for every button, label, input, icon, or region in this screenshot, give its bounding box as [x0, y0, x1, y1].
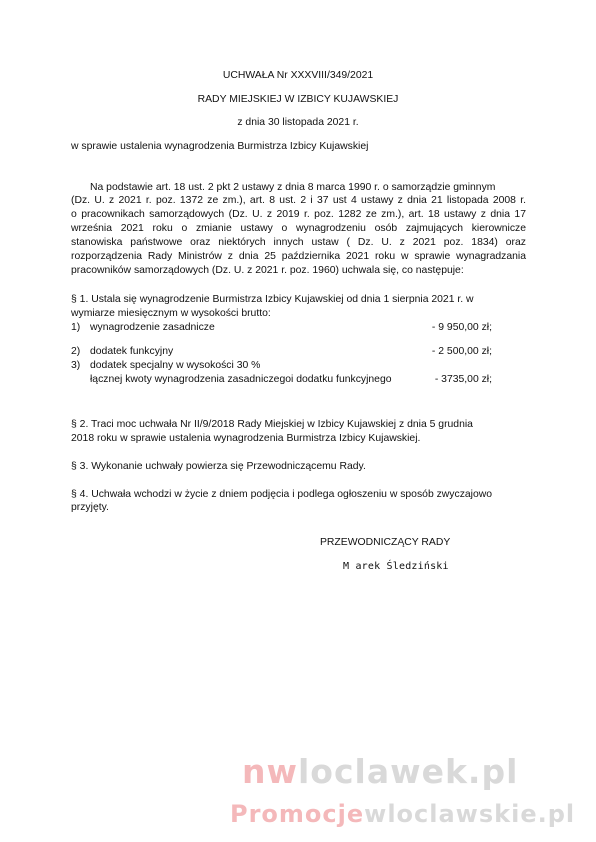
par2-line: § 2. Traci moc uchwała Nr II/9/2018 Rady Miejskiej w Izbicy Kujawskiej z dnia 5 grudnia	[71, 419, 473, 430]
par3-line: § 3. Wykonanie uchwały powierza się Przewodniczącemu Rady.	[71, 461, 366, 472]
watermark-part: nw	[242, 752, 298, 791]
preamble-line: Na podstawie art. 18 ust. 2 pkt 2 ustawy z dnia 8 marca 1990 r. o samorządzie gminnym	[90, 182, 496, 193]
par1-line: wymiarze miesięcznym w wysokości brutto:	[71, 308, 271, 319]
preamble-line: pracowników samorządowych (Dz. U. z 2021 r. poz. 1960) uchwala się, co następuje:	[71, 265, 464, 276]
item-label: łącznej kwoty wynagrodzenia zasadniczegoi dodatku funkcyjnego	[90, 374, 392, 385]
resolution-number: UCHWAŁA Nr XXXVIII/349/2021	[222, 70, 374, 81]
item-amount: - 9 950,00 zł;	[431, 322, 492, 333]
watermark-part: Promocje	[230, 800, 365, 828]
resolution-subject: w sprawie ustalenia wynagrodzenia Burmistrza Izbicy Kujawskiej	[71, 141, 369, 152]
item-number: 2)	[71, 346, 81, 357]
item-label: dodatek funkcyjny	[90, 346, 174, 357]
preamble-line: o pracownikach samorządowych (Dz. U. z 2019 r. poz. 1282 ze zm.), art. 18 ustawy z dnia 17	[71, 209, 526, 220]
par4-line: § 4. Uchwała wchodzi w życie z dniem podjęcia i podlega ogłoszeniu w sposób zwyczajowo	[71, 489, 493, 500]
resolution-date: z dnia 30 listopada 2021 r.	[237, 117, 359, 128]
item-amount: - 2 500,00 zł;	[431, 346, 492, 357]
preamble-line: rozporządzenia Rady Ministrów z dnia 25 października 2021 roku w sprawie wynagradzania	[71, 251, 526, 262]
par2-line: 2018 roku w sprawie ustalenia wynagrodzenia Burmistrza Izbicy Kujawskiej.	[71, 433, 421, 444]
item-amount: - 3735,00 zł;	[434, 374, 492, 385]
preamble-line: stanowiska państwowe oraz niektórych innych ustaw ( Dz. U. z 2021 poz. 1834) oraz	[71, 237, 526, 248]
watermark-part: loclawek.pl	[297, 752, 519, 791]
watermark-part: wloclawskie.pl	[364, 800, 576, 828]
item-number: 3)	[71, 360, 81, 371]
item-label: dodatek specjalny w wysokości 30 %	[90, 360, 261, 371]
preamble-line: (Dz. U. z 2021 r. poz. 1372 ze zm.), art. 8 ust. 2 i 37 ust 4 ustawy z dnia 21 listopada 2008 r.	[71, 195, 526, 206]
signature-name: M arek Śledziński	[343, 561, 449, 572]
item-label: wynagrodzenie zasadnicze	[90, 322, 215, 333]
item-number: 1)	[71, 322, 81, 333]
par1-line: § 1. Ustala się wynagrodzenie Burmistrza Izbicy Kujawskiej od dnia 1 sierpnia 2021 r. w	[71, 294, 474, 305]
watermark-logo-line1	[242, 752, 518, 791]
watermark-logo-line2	[230, 800, 575, 828]
preamble-line: września 2021 roku o zmianie ustawy o wynagrodzeniu osób zajmujących kierownicze	[71, 223, 526, 234]
par4-line: przyjęty.	[71, 502, 109, 513]
council-name: RADY MIEJSKIEJ W IZBICY KUJAWSKIEJ	[197, 94, 399, 105]
signature-title: PRZEWODNICZĄCY RADY	[320, 537, 451, 548]
